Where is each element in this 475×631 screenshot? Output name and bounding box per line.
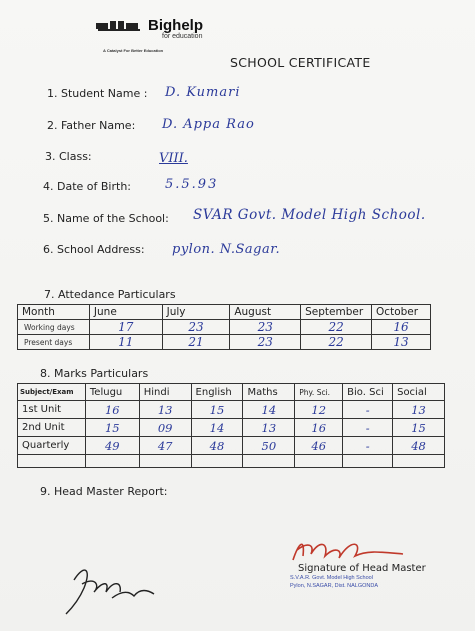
- subject-header-cell: Telugu: [85, 384, 139, 401]
- table-cell: [243, 455, 295, 468]
- table-cell: 15: [191, 401, 243, 419]
- table-cell: [85, 455, 139, 468]
- stamp-line: Pylon, N.SAGAR, Dist. NALGONDA: [290, 583, 379, 589]
- school-address-value: pylon. N.Sagar.: [172, 242, 281, 257]
- class-value: VIII.: [159, 151, 188, 166]
- table-cell: 13: [139, 401, 191, 419]
- month-header-cell: June: [89, 305, 162, 320]
- table-cell: 48: [393, 437, 445, 455]
- table-cell: 47: [139, 437, 191, 455]
- subject-header-cell: English: [191, 384, 243, 401]
- month-header: Month: [18, 305, 90, 320]
- table-cell: 14: [191, 419, 243, 437]
- table-row: [18, 320, 431, 335]
- books-logo-icon: [96, 19, 142, 32]
- subject-header-cell: Hindi: [139, 384, 191, 401]
- table-cell: 23: [230, 320, 301, 335]
- table-cell: [393, 455, 445, 468]
- dob-label: 4. Date of Birth:: [43, 180, 131, 193]
- table-cell: 13: [372, 335, 431, 350]
- table-cell: 16: [372, 320, 431, 335]
- head-master-report-label: 9. Head Master Report:: [40, 485, 168, 498]
- brand-subtitle: for education: [162, 33, 203, 40]
- student-name-value: D. Kumari: [165, 85, 241, 100]
- marks-header-row: [18, 384, 445, 401]
- table-cell: 17: [89, 320, 162, 335]
- table-cell: 11: [89, 335, 162, 350]
- brand-name: Bighelp: [148, 17, 203, 34]
- table-cell: [343, 455, 393, 468]
- class-label: 3. Class:: [45, 150, 92, 163]
- table-row: [18, 401, 445, 419]
- table-cell: 09: [139, 419, 191, 437]
- marks-heading: 8. Marks Particulars: [40, 367, 149, 380]
- row-label: Quarterly: [18, 437, 86, 455]
- brand-tagline: A Catalyst For Better Education: [103, 48, 164, 53]
- student-name-label: 1. Student Name :: [47, 87, 148, 100]
- signature-label: Signature of Head Master: [298, 563, 426, 574]
- table-cell: 12: [295, 401, 343, 419]
- table-cell: [18, 455, 86, 468]
- table-row: [18, 419, 445, 437]
- table-cell: 48: [191, 437, 243, 455]
- table-cell: 21: [162, 335, 230, 350]
- table-cell: -: [343, 401, 393, 419]
- table-cell: [139, 455, 191, 468]
- marks-table: [17, 383, 445, 468]
- attendance-header-row: [18, 305, 431, 320]
- subject-header-cell: Social: [393, 384, 445, 401]
- row-label: 1st Unit: [18, 401, 86, 419]
- subject-header-cell: Bio. Sci: [343, 384, 393, 401]
- school-stamp: [290, 574, 378, 590]
- table-cell: 50: [243, 437, 295, 455]
- attendance-table: [17, 304, 431, 350]
- table-cell: 46: [295, 437, 343, 455]
- month-header-cell: October: [372, 305, 431, 320]
- subject-header: Subject/Exam: [18, 384, 86, 401]
- table-cell: 13: [243, 419, 295, 437]
- dob-value: 5.5.93: [165, 177, 219, 192]
- row-label: Present days: [18, 335, 90, 350]
- row-label: 2nd Unit: [18, 419, 86, 437]
- student-signature: [62, 562, 162, 618]
- table-cell: -: [343, 437, 393, 455]
- table-cell: 22: [301, 335, 372, 350]
- table-row: [18, 455, 445, 468]
- table-cell: 15: [393, 419, 445, 437]
- month-header-cell: July: [162, 305, 230, 320]
- school-name-value: SVAR Govt. Model High School.: [193, 207, 426, 223]
- table-cell: 13: [393, 401, 445, 419]
- subject-header-cell: Maths: [243, 384, 295, 401]
- attendance-heading: 7. Attedance Particulars: [44, 288, 176, 301]
- stamp-line: S.V.A.R. Govt. Model High School: [290, 575, 373, 581]
- table-cell: 22: [301, 320, 372, 335]
- table-cell: 15: [85, 419, 139, 437]
- subject-header-cell: Phy. Sci.: [295, 384, 343, 401]
- table-cell: 23: [162, 320, 230, 335]
- table-cell: 23: [230, 335, 301, 350]
- month-header-cell: September: [301, 305, 372, 320]
- table-cell: [295, 455, 343, 468]
- table-cell: -: [343, 419, 393, 437]
- table-cell: 49: [85, 437, 139, 455]
- school-address-label: 6. School Address:: [43, 243, 145, 256]
- table-row: [18, 335, 431, 350]
- certificate-title: SCHOOL CERTIFICATE: [230, 55, 371, 70]
- school-name-label: 5. Name of the School:: [43, 212, 169, 225]
- table-cell: 16: [85, 401, 139, 419]
- table-cell: 14: [243, 401, 295, 419]
- row-label: Working days: [18, 320, 90, 335]
- table-cell: 16: [295, 419, 343, 437]
- father-name-label: 2. Father Name:: [47, 119, 136, 132]
- month-header-cell: August: [230, 305, 301, 320]
- table-cell: [191, 455, 243, 468]
- table-row: [18, 437, 445, 455]
- father-name-value: D. Appa Rao: [162, 117, 255, 132]
